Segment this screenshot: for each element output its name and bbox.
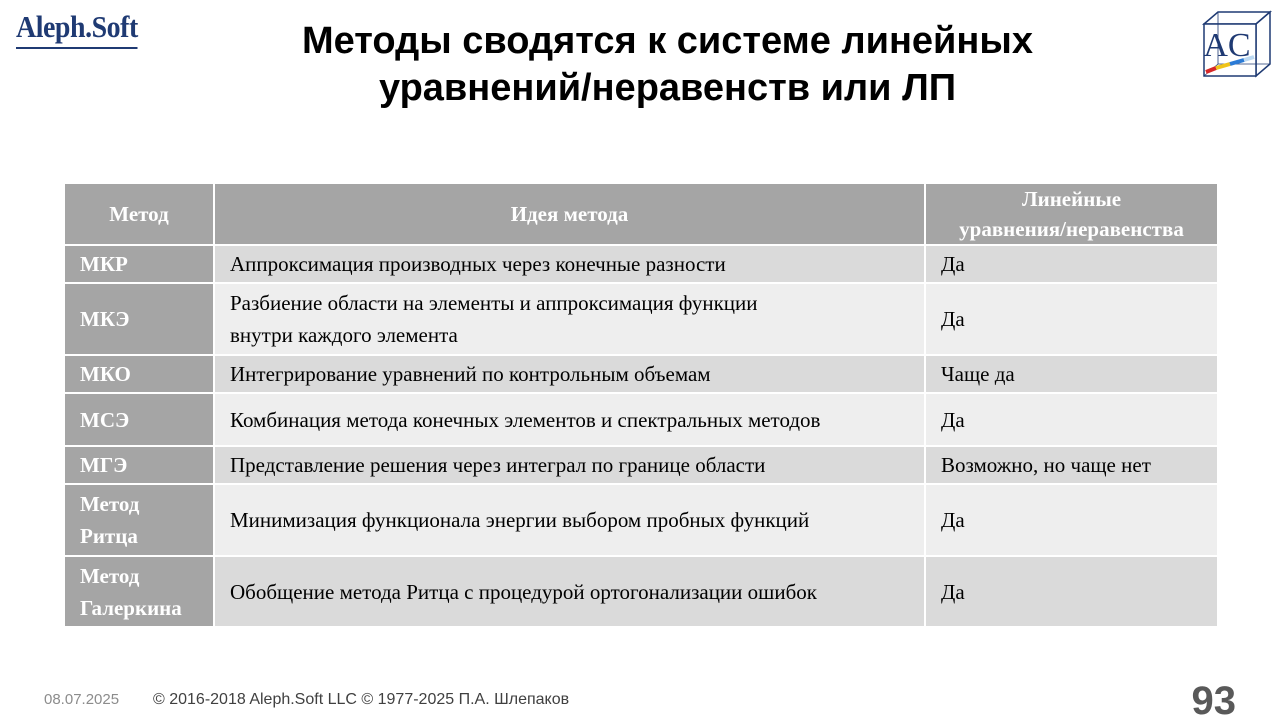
table-row — [64, 245, 1218, 283]
idea-cell — [214, 446, 925, 484]
header-linear — [925, 183, 1218, 245]
method-cell — [64, 245, 214, 283]
idea-cell — [214, 355, 925, 393]
idea-cell-line: Представление решения через интеграл по границе области — [230, 453, 766, 477]
methods-table — [63, 182, 1219, 628]
idea-cell-line: внутри каждого элемента — [230, 323, 458, 347]
table-body — [64, 245, 1218, 627]
method-cell — [64, 556, 214, 627]
idea-cell-line: Аппроксимация производных через конечные разности — [230, 252, 726, 276]
footer-copyright: © 2016-2018 Aleph.Soft LLC © 1977-2025 П.А. Шлепаков — [153, 691, 570, 708]
idea-cell-line: Интегрирование уравнений по контрольным объемам — [230, 362, 711, 386]
method-cell-line: Метод — [80, 492, 140, 516]
table-row — [64, 556, 1218, 627]
linear-cell: Да — [925, 393, 1218, 446]
method-cell — [64, 283, 214, 355]
method-cell-line: МКР — [80, 252, 128, 276]
idea-cell — [214, 393, 925, 446]
linear-cell: Чаще да — [925, 355, 1218, 393]
aleph-soft-logo: Aleph.Soft — [16, 8, 138, 49]
table-row — [64, 355, 1218, 393]
idea-cell — [214, 283, 925, 355]
table-row — [64, 484, 1218, 556]
linear-cell: Возможно, но чаще нет — [925, 446, 1218, 484]
idea-cell-line: Комбинация метода конечных элементов и спектральных методов — [230, 407, 821, 432]
header-linear-line-1: Линейные — [1021, 187, 1122, 211]
idea-cell — [214, 484, 925, 556]
header-method: Метод — [64, 183, 214, 245]
method-cell-line: Ритца — [80, 524, 138, 548]
method-cell — [64, 484, 214, 556]
method-cell — [64, 393, 214, 446]
slide-title — [180, 18, 1155, 112]
method-cell-line: Галеркина — [80, 595, 182, 620]
title-line-2: уравнений/неравенств или ЛП — [378, 67, 957, 109]
ac-logo-letters: AC — [1203, 27, 1251, 64]
ac-cube-logo — [1200, 10, 1272, 78]
table-header-row — [64, 183, 1218, 245]
method-cell-line: Метод — [80, 563, 140, 588]
footer-date: 08.07.2025 — [44, 691, 120, 708]
table-row — [64, 446, 1218, 484]
header-linear-line-2: уравнения/неравенства — [959, 217, 1184, 241]
idea-cell-line: Минимизация функционала энергии выбором пробных функций — [230, 508, 810, 532]
table-row — [64, 393, 1218, 446]
idea-cell — [214, 245, 925, 283]
method-cell-line: МКЭ — [80, 307, 130, 331]
idea-cell-line: Обобщение метода Ритца с процедурой ортогонализации ошибок — [230, 579, 817, 604]
linear-cell: Да — [925, 556, 1218, 627]
page-number: 93 — [1191, 679, 1236, 723]
method-cell-line: МГЭ — [80, 453, 128, 477]
method-cell-line: МКО — [80, 362, 131, 386]
idea-cell-line: Разбиение области на элементы и аппроксимация функции — [230, 291, 758, 315]
linear-cell: Да — [925, 245, 1218, 283]
title-line-1: Методы сводятся к системе линейных — [302, 20, 1033, 62]
linear-cell: Да — [925, 283, 1218, 355]
method-cell — [64, 355, 214, 393]
idea-cell — [214, 556, 925, 627]
linear-cell: Да — [925, 484, 1218, 556]
table-row — [64, 283, 1218, 355]
header-idea: Идея метода — [214, 183, 925, 245]
method-cell — [64, 446, 214, 484]
method-cell-line: МСЭ — [80, 407, 130, 432]
